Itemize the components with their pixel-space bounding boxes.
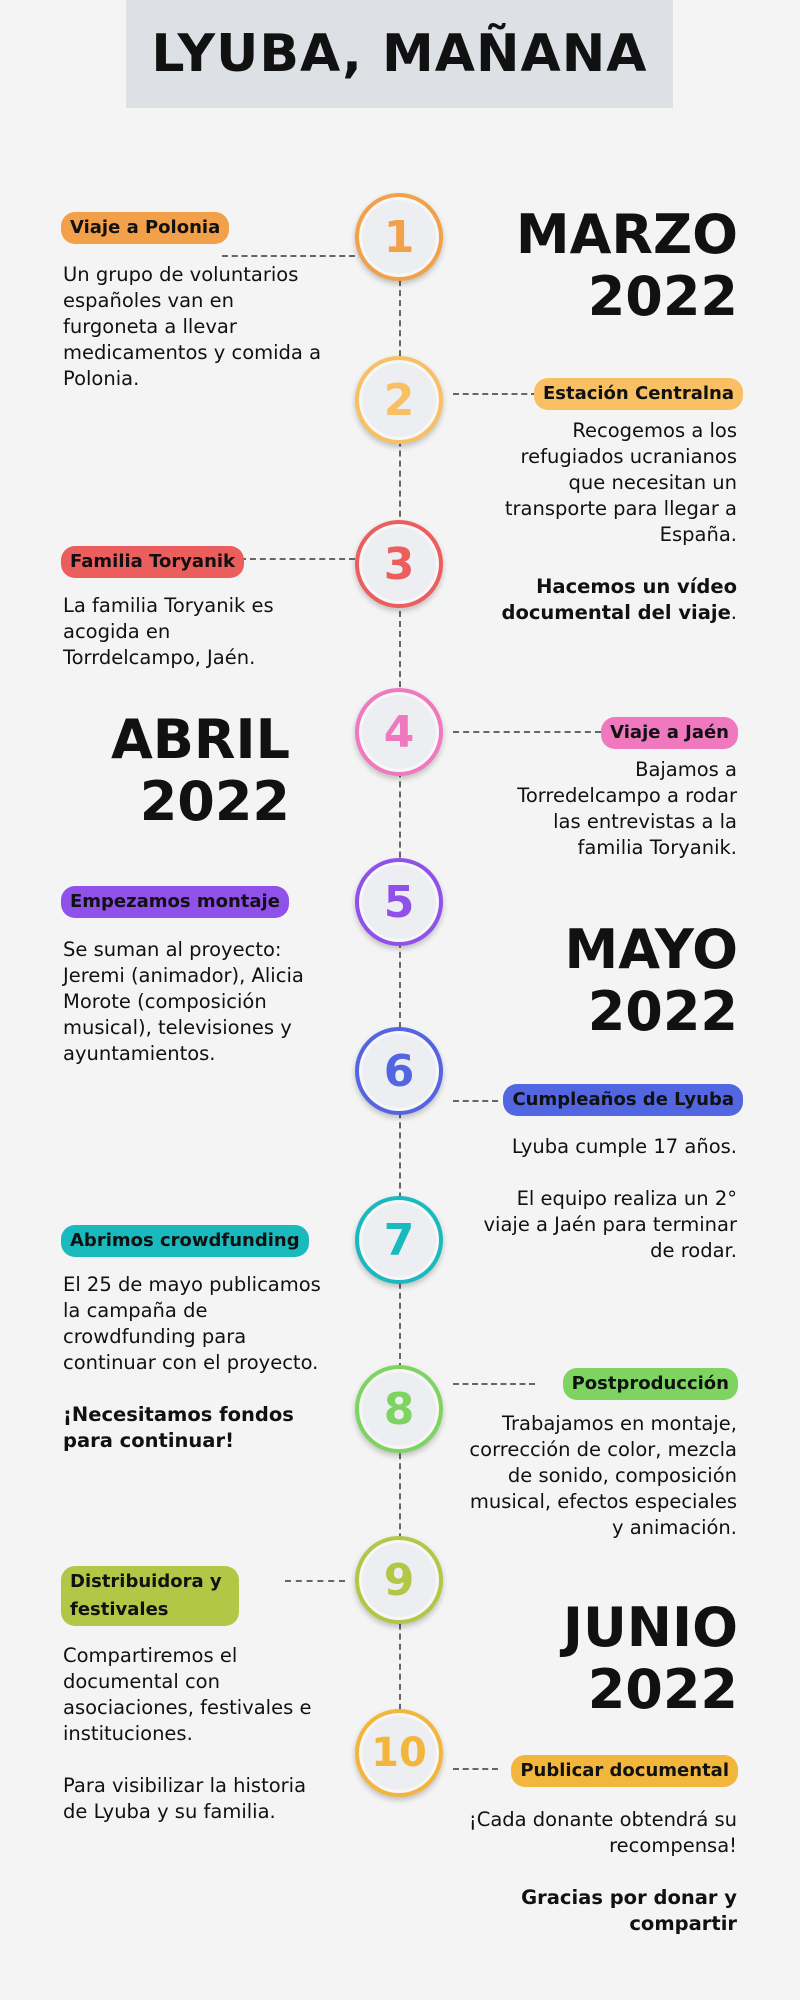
step-7-label: Abrimos crowdfunding bbox=[61, 1225, 309, 1257]
step-9-connector bbox=[285, 1580, 345, 1582]
step-10-bold-text: Gracias por donar y compartir bbox=[521, 1886, 737, 1935]
step-9-description bbox=[63, 1643, 323, 1825]
step-number: 1 bbox=[383, 211, 415, 263]
step-number: 6 bbox=[383, 1045, 415, 1097]
step-number: 5 bbox=[383, 876, 415, 928]
step-2-connector bbox=[453, 393, 537, 395]
step-3-text: La familia Toryanik es acogida en Torrdelcampo, Jaén. bbox=[63, 594, 274, 669]
step-10-label: Publicar documental bbox=[511, 1755, 738, 1787]
month-name: ABRIL bbox=[110, 708, 290, 771]
step-number: 10 bbox=[371, 1730, 427, 1776]
step-4-circle bbox=[355, 688, 443, 776]
step-6-text-2: El equipo realiza un 2° viaje a Jaén para terminar de rodar. bbox=[483, 1187, 737, 1262]
step-3-circle bbox=[355, 520, 443, 608]
month-name: MARZO bbox=[515, 203, 738, 266]
step-5-label: Empezamos montaje bbox=[61, 886, 289, 918]
step-9-label: Distribuidora y festivales bbox=[61, 1566, 239, 1626]
step-number: 8 bbox=[383, 1383, 415, 1435]
step-6-connector bbox=[453, 1100, 498, 1102]
step-2-bold-line bbox=[487, 574, 737, 626]
month-heading-marzo bbox=[516, 204, 738, 328]
step-6-text-1: Lyuba cumple 17 años. bbox=[511, 1135, 737, 1158]
step-6-description bbox=[467, 1134, 737, 1264]
step-9-text-1: Compartiremos el documental con asociaciones, festivales e instituciones. bbox=[63, 1644, 312, 1745]
step-7-circle bbox=[355, 1196, 443, 1284]
step-2-bold-suffix: . bbox=[730, 601, 737, 624]
step-6-circle bbox=[355, 1027, 443, 1115]
step-2-circle bbox=[355, 356, 443, 444]
step-8-connector bbox=[453, 1383, 535, 1385]
step-7-description bbox=[63, 1272, 333, 1454]
month-name: JUNIO bbox=[562, 1596, 738, 1659]
step-7-text: El 25 de mayo publicamos la campaña de crowdfunding para continuar con el proyecto. bbox=[63, 1273, 321, 1374]
step-9-circle bbox=[355, 1536, 443, 1624]
step-3-connector bbox=[240, 558, 355, 560]
step-10-text: ¡Cada donante obtendrá su recompensa! bbox=[468, 1808, 737, 1857]
month-heading-mayo bbox=[565, 919, 738, 1043]
step-5-circle bbox=[355, 858, 443, 946]
step-2-label: Estación Centralna bbox=[534, 378, 743, 410]
step-2-bold-text: Hacemos un vídeo documental del viaje bbox=[501, 575, 737, 624]
step-4-text: Bajamos a Torredelcampo a rodar las entrevistas a la familia Toryanik. bbox=[517, 758, 737, 859]
step-8-label: Postproducción bbox=[563, 1368, 738, 1400]
step-9-text-2: Para visibilizar la historia de Lyuba y su familia. bbox=[63, 1774, 307, 1823]
step-5-description bbox=[63, 937, 333, 1067]
month-year: 2022 bbox=[587, 1658, 738, 1721]
step-8-circle bbox=[355, 1365, 443, 1453]
month-heading-junio bbox=[563, 1597, 738, 1721]
step-4-description bbox=[487, 757, 737, 861]
step-3-description bbox=[63, 593, 313, 671]
step-number: 2 bbox=[383, 374, 415, 426]
step-5-text: Se suman al proyecto: Jeremi (animador), Alicia Morote (composición musical), televisiones y ayuntamientos. bbox=[63, 938, 304, 1065]
title-banner bbox=[126, 0, 673, 108]
timeline-line bbox=[399, 240, 401, 1760]
step-4-connector bbox=[453, 731, 601, 733]
month-name: MAYO bbox=[564, 918, 738, 981]
step-10-connector bbox=[453, 1768, 498, 1770]
step-2-text: Recogemos a los refugiados ucranianos que necesitan un transporte para llegar a España. bbox=[504, 419, 737, 546]
step-1-connector bbox=[222, 255, 355, 257]
step-4-label: Viaje a Jaén bbox=[601, 717, 738, 749]
step-1-circle bbox=[355, 193, 443, 281]
step-number: 3 bbox=[383, 538, 415, 590]
step-7-bold-text: ¡Necesitamos fondos para continuar! bbox=[63, 1403, 294, 1452]
step-3-label: Familia Toryanik bbox=[61, 546, 244, 578]
month-year: 2022 bbox=[587, 265, 738, 328]
page-title: LYUBA, MAÑANA bbox=[151, 24, 648, 84]
step-number: 4 bbox=[383, 706, 415, 758]
month-year: 2022 bbox=[587, 980, 738, 1043]
step-6-label: Cumpleaños de Lyuba bbox=[503, 1084, 743, 1116]
step-1-description bbox=[63, 262, 333, 392]
step-10-circle bbox=[355, 1709, 443, 1797]
month-year: 2022 bbox=[139, 770, 290, 833]
step-number: 7 bbox=[383, 1214, 415, 1266]
step-1-label: Viaje a Polonia bbox=[61, 212, 229, 244]
step-number: 9 bbox=[383, 1554, 415, 1606]
step-1-text: Un grupo de voluntarios españoles van en furgoneta a llevar medicamentos y comida a Polonia. bbox=[63, 263, 322, 390]
month-heading-abril bbox=[111, 709, 290, 833]
step-2-description bbox=[487, 418, 737, 626]
step-8-description bbox=[457, 1411, 737, 1541]
step-8-text: Trabajamos en montaje, corrección de color, mezcla de sonido, composición musical, efectos especiales y animación. bbox=[469, 1412, 737, 1539]
step-10-description bbox=[427, 1807, 737, 1937]
